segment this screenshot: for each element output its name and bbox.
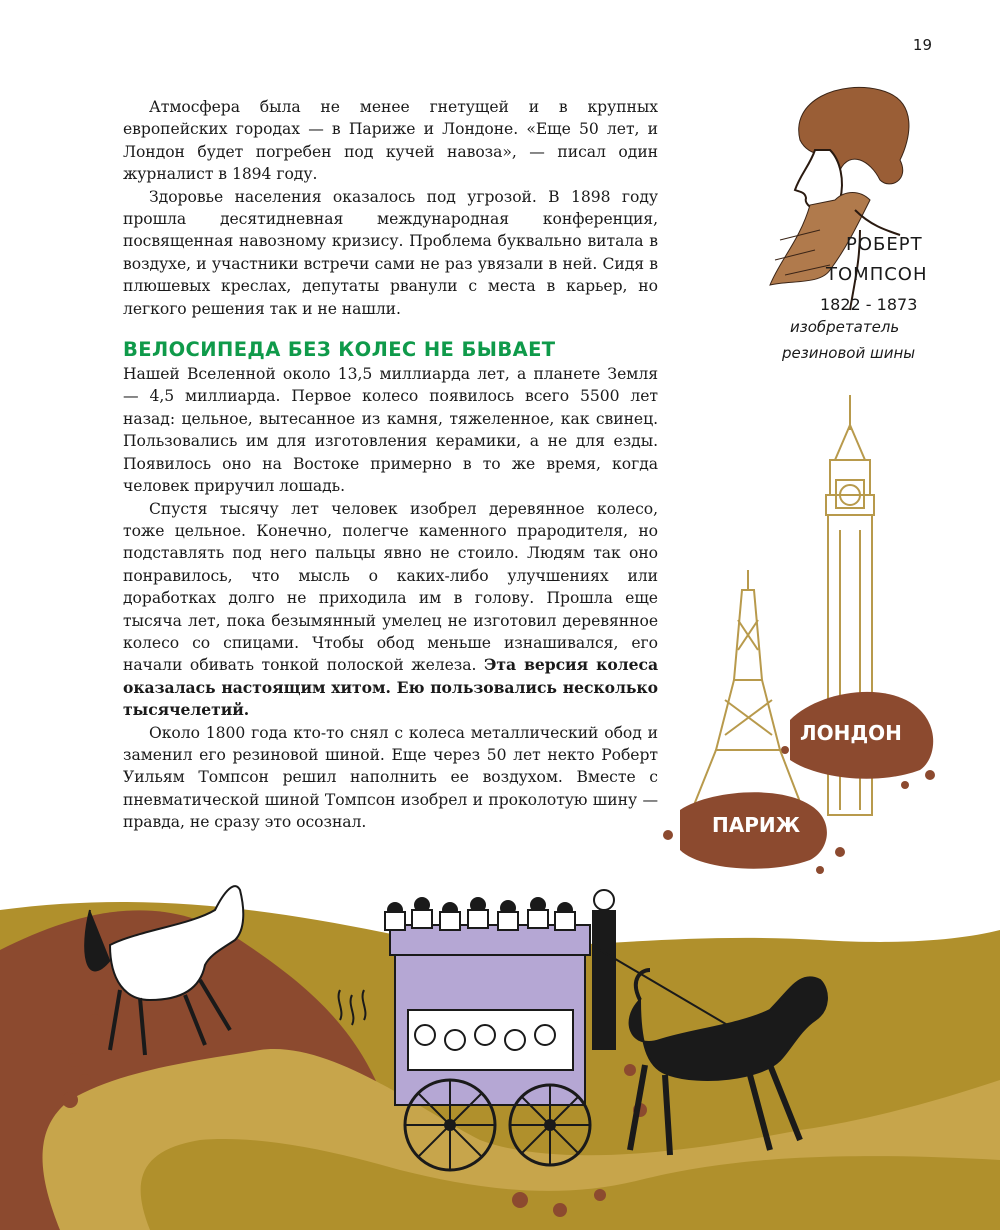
section-bold-text: Эта версия колеса оказалась настоящим хитом. Ею пользовались несколько тысячелетий.	[123, 655, 658, 720]
intro-paragraph-2: Здоровье населения оказалось под угрозой. В 1898 году прошла десятидневная международная конференция, посвященная навозному кризису. Проблема буквально витала в воздухе, и участники встречи сами не раз увязали в ней. Сидя в плюшевых креслах, депутаты рванули с места в карьер, но легкого решения так и не нашли.	[123, 187, 658, 318]
portrait-role-1: изобретатель	[790, 318, 900, 336]
london-label: ЛОНДОН	[800, 721, 902, 745]
portrait-name-2: ТОМПСОН	[826, 264, 928, 285]
section-paragraph-2	[123, 498, 658, 722]
portrait-name-1: РОБЕРТ	[846, 234, 923, 255]
section-paragraph-3: Около 1800 года кто-то снял с колеса металлический обод и заменил его резиновой шиной. Еще через 50 лет некто Роберт Уильям Томпсон решил наполнить ее воздухом. Вместе с пневматической шиной Томпсон изобрел и проколотую шину — правда, не сразу это осознал.	[123, 723, 658, 832]
landmarks-illustration	[650, 390, 950, 880]
portrait-role-2: резиновой шины	[782, 344, 916, 362]
thompson-portrait	[760, 80, 960, 380]
intro-paragraph-1: Атмосфера была не менее гнетущей и в крупных европейских городах — в Париже и Лондоне. «Еще 50 лет, и Лондон будет погребен под кучей навоза», — писал один журналист в 1894 году.	[123, 98, 658, 184]
page-number: 19	[912, 36, 932, 54]
eiffel-tower	[690, 570, 805, 815]
intro-text	[123, 96, 658, 834]
omnibus-scene	[0, 850, 1000, 1230]
paris-label: ПАРИЖ	[712, 813, 801, 837]
section-paragraph-2-text: Спустя тысячу лет человек изобрел деревянное колесо, тоже цельное. Конечно, полегче каменного прародителя, но подставлять под него пальцы явно не стоило. Людям так оно понравилось, что мысль о каких-либо улучшениях или доработках долго не приходила им в голову. Прошла еще тысяча лет, пока безымянный умелец не изготовил деревянное колесо со спицами. Чтобы обод меньше изнашивался, его начали обивать тонкой полоской железа.	[123, 499, 658, 675]
portrait-years: 1822 - 1873	[820, 295, 918, 314]
section-heading: ВЕЛОСИПЕДА БЕЗ КОЛЕС НЕ БЫВАЕТ	[123, 338, 556, 362]
section-paragraph-1: Нашей Вселенной около 13,5 миллиарда лет, а планете Земля — 4,5 миллиарда. Первое колесо появилось всего 5500 лет назад: цельное, вытесанное из камня, тяжеленное, как свинец. Пользовались им для изготовления керамики, а не для езды. Появилось оно на Востоке примерно в то же время, когда человек приручил лошадь.	[123, 365, 658, 496]
